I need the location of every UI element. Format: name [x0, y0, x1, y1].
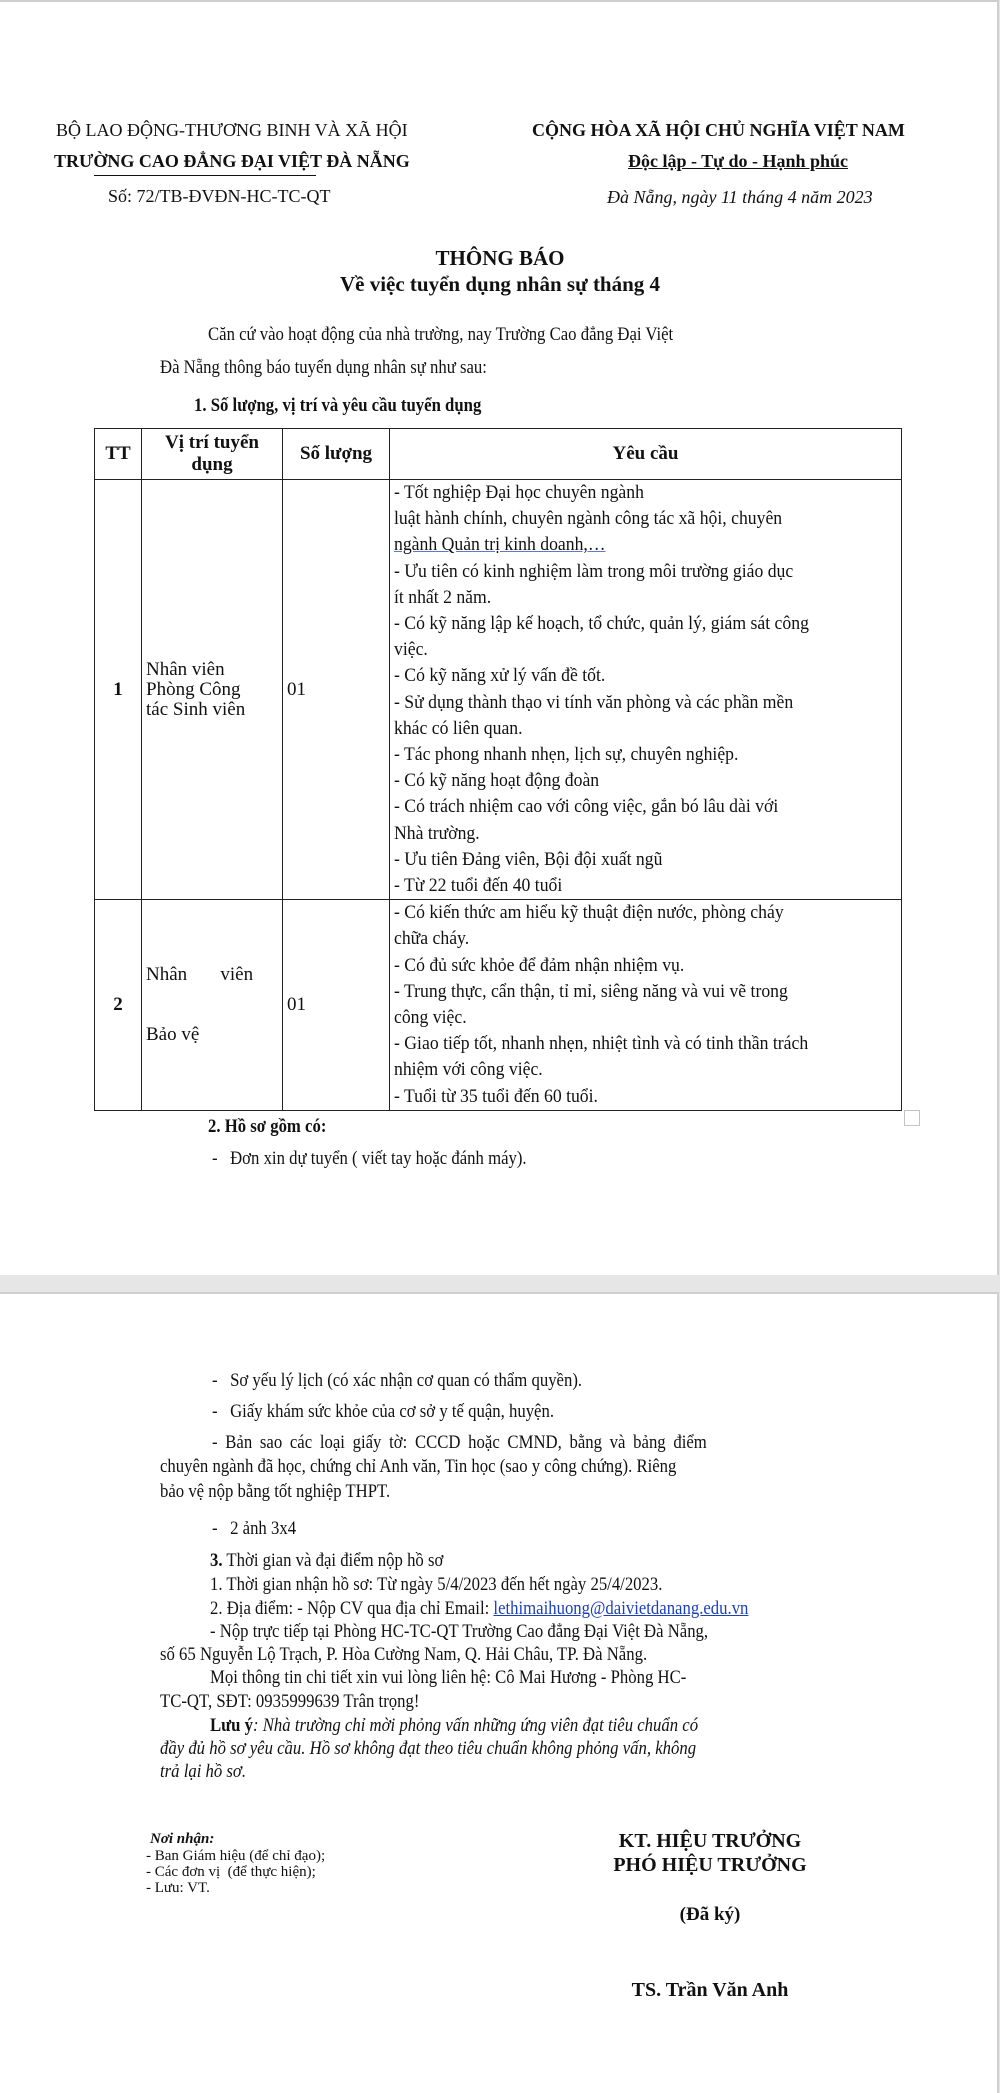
signer-title-1: KT. HIỆU TRƯỞNG: [618, 1830, 802, 1852]
requirement-line: - Từ 22 tuổi đến 40 tuổi: [394, 875, 563, 897]
requirement-line: công việc.: [394, 1007, 467, 1029]
section-2-heading: 2. Hồ sơ gồm có:: [208, 1116, 327, 1137]
date-place: Đà Nẵng, ngày 11 tháng 4 năm 2023: [607, 187, 873, 207]
header-requirements: Yêu cầu: [390, 429, 902, 480]
school-name: TRƯỜNG CAO ĐẲNG ĐẠI VIỆT ĐÀ NẴNG: [54, 151, 410, 171]
intro-line-2: Đà Nẵng thông báo tuyển dụng nhân sự như sau:: [160, 357, 487, 378]
requirement-line: chữa cháy.: [394, 928, 470, 950]
position-line: tác Sinh viên: [146, 698, 246, 720]
requirement-line: - Tác phong nhanh nhẹn, lịch sự, chuyên nghiệp.: [394, 744, 739, 766]
table-row: [95, 480, 902, 900]
requirement-line: Nhà trường.: [394, 822, 480, 844]
header-quantity: Số lượng: [283, 429, 390, 480]
intro-line-1: Căn cứ vào hoạt động của nhà trường, nay Trường Cao đẳng Đại Việt: [208, 324, 674, 345]
requirement-line: luật hành chính, chuyên ngành công tác xã hội, chuyên: [394, 508, 783, 530]
row-1-position: [142, 480, 283, 900]
signer-name: TS. Trần Văn Anh: [631, 1979, 789, 2001]
requirement-line: - Ưu tiên Đảng viên, Bội đội xuất ngũ: [394, 848, 663, 870]
table-row: [95, 900, 902, 1111]
copies-line-2: chuyên ngành đã học, chứng chỉ Anh văn, Tin học (sao y công chứng). Riêng: [160, 1456, 677, 1477]
copies-line-3: bảo vệ nộp bằng tốt nghiệp THPT.: [160, 1481, 391, 1502]
section-title: Thời gian và đại điểm nộp hồ sơ: [222, 1550, 444, 1571]
document-item-3: [212, 1401, 554, 1423]
section-number: 3.: [210, 1550, 223, 1571]
section-1-heading: 1. Số lượng, vị trí và yêu cầu tuyển dụng: [194, 395, 482, 416]
direct-submit-line-1: - Nộp trực tiếp tại Phòng HC-TC-QT Trường Cao đẳng Đại Việt Đà Nẵng,: [210, 1621, 709, 1642]
republic-name: CỘNG HÒA XÃ HỘI CHỦ NGHĨA VIỆT NAM: [532, 120, 905, 140]
recipient-2: - Các đơn vị (để thực hiện);: [146, 1864, 316, 1880]
school-underline: [94, 175, 316, 176]
requirement-line: - Có kỹ năng xử lý vấn đề tốt.: [394, 665, 606, 687]
note-line-3: trả lại hồ sơ.: [160, 1761, 247, 1782]
contact-line-1: Mọi thông tin chi tiết xin vui lòng liên hệ: Cô Mai Hương - Phòng HC-: [210, 1667, 687, 1688]
position-line: Phòng Công: [146, 678, 241, 700]
notice-title: THÔNG BÁO: [435, 246, 565, 270]
submission-place: [210, 1598, 748, 1620]
item-text: Sơ yếu lý lịch (có xác nhận cơ quan có thẩm quyền).: [230, 1370, 583, 1391]
recipients-label: Nơi nhận:: [150, 1831, 215, 1847]
requirement-line: - Có đủ sức khỏe để đảm nhận nhiệm vụ.: [394, 954, 685, 976]
item-text: Đơn xin dự tuyển ( viết tay hoặc đánh máy).: [230, 1148, 527, 1169]
recipient-3: - Lưu: VT.: [146, 1880, 210, 1896]
signed-mark: (Đã ký): [679, 1904, 741, 1925]
requirement-line: - Tốt nghiệp Đại học chuyên ngành: [394, 482, 644, 503]
document-item-photos: [212, 1518, 296, 1540]
requirement-line: nhiệm với công việc.: [394, 1059, 543, 1081]
section-3-heading: [210, 1550, 443, 1572]
position-line: Bảo vệ: [146, 1024, 200, 1046]
requirement-line: - Có kiến thức am hiểu kỹ thuật điện nước, phòng cháy: [394, 902, 784, 924]
row-2-quantity: 01: [283, 900, 390, 1111]
bullet-dash: -: [212, 1518, 231, 1539]
requirement-line: - Có kỹ năng lập kế hoạch, tổ chức, quản lý, giám sát công: [394, 613, 809, 635]
requirement-line: ít nhất 2 năm.: [394, 586, 492, 608]
bullet-dash: -: [212, 1370, 231, 1391]
header-tt: TT: [95, 429, 142, 480]
table-header-row: [95, 429, 902, 480]
recipient-1: - Ban Giám hiệu (để chỉ đạo);: [146, 1848, 326, 1864]
note-line-1: [210, 1715, 698, 1737]
document-page-2: [0, 1292, 999, 2093]
note-line-2: đầy đủ hồ sơ yêu cầu. Hồ sơ không đạt theo tiêu chuẩn không phỏng vấn, không: [160, 1738, 697, 1759]
copies-line-1: - Bản sao các loại giấy tờ: CCCD hoặc CMND, bằng và bảng điểm: [212, 1432, 707, 1453]
item-text: 2 ảnh 3x4: [230, 1518, 297, 1539]
requirement-line: - Tuổi từ 35 tuổi đến 60 tuổi.: [394, 1085, 598, 1107]
submission-time: 1. Thời gian nhận hồ sơ: Từ ngày 5/4/2023 đến hết ngày 25/4/2023.: [210, 1574, 663, 1595]
position-line: Nhân viên: [146, 964, 254, 986]
notice-subtitle: Về việc tuyển dụng nhân sự tháng 4: [339, 272, 661, 296]
requirement-line: - Có trách nhiệm cao với công việc, gắn bó lâu dài với: [394, 796, 779, 818]
row-1-quantity: 01: [283, 480, 390, 900]
email-link[interactable]: lethimaihuong@daivietdanang.edu.vn: [493, 1598, 749, 1619]
row-2-tt: 2: [95, 900, 142, 1111]
requirement-line: - Có kỹ năng hoạt động đoàn: [394, 770, 600, 792]
requirement-line: - Ưu tiên có kinh nghiệm làm trong môi trường giáo dục: [394, 560, 794, 582]
requirement-line: khác có liên quan.: [394, 717, 523, 739]
requirement-line: - Giao tiếp tốt, nhanh nhẹn, nhiệt tình và có tinh thần trách: [394, 1033, 809, 1055]
row-1-requirements: [390, 480, 902, 900]
note-label: Lưu ý: [210, 1715, 254, 1736]
document-item-1: [212, 1148, 527, 1170]
document-number: Số: 72/TB-ĐVĐN-HC-TC-QT: [108, 186, 331, 206]
ministry-name: BỘ LAO ĐỘNG-THƯƠNG BINH VÀ XÃ HỘI: [56, 120, 408, 140]
national-motto: Độc lập - Tự do - Hạnh phúc: [628, 151, 849, 171]
checkbox-icon[interactable]: [904, 1110, 920, 1126]
header-position: Vị trí tuyển dụng: [142, 429, 283, 480]
requirement-line: - Sử dụng thành thạo vi tính văn phòng và các phần mền: [394, 691, 794, 713]
position-line: Nhân viên: [146, 658, 225, 680]
place-label: 2. Địa điểm: - Nộp CV qua địa chỉ Email:: [210, 1598, 494, 1619]
note-text: : Nhà trường chỉ mời phỏng vấn những ứng viên đạt tiêu chuẩn có: [253, 1715, 699, 1736]
item-text: Giấy khám sức khỏe của cơ sở y tế quận, huyện.: [230, 1401, 555, 1422]
document-item-2: [212, 1370, 582, 1392]
bullet-dash: -: [212, 1148, 231, 1169]
bullet-dash: -: [212, 1401, 231, 1422]
requirement-line: ngành Quản trị kinh doanh,…: [394, 534, 606, 556]
direct-submit-line-2: số 65 Nguyễn Lộ Trạch, P. Hòa Cường Nam, Q. Hải Châu, TP. Đà Nẵng.: [160, 1644, 648, 1665]
requirement-line: - Trung thực, cẩn thận, tỉ mỉ, siêng năng và vui vẽ trong: [394, 980, 788, 1002]
row-1-tt: 1: [95, 480, 142, 900]
contact-line-2: TC-QT, SĐT: 0935999639 Trân trọng!: [160, 1691, 420, 1712]
row-2-requirements: [390, 900, 902, 1111]
requirement-line: việc.: [394, 639, 428, 661]
row-2-position: [142, 900, 283, 1111]
signer-title-2: PHÓ HIỆU TRƯỞNG: [613, 1854, 807, 1876]
recruitment-table: [94, 428, 902, 1111]
